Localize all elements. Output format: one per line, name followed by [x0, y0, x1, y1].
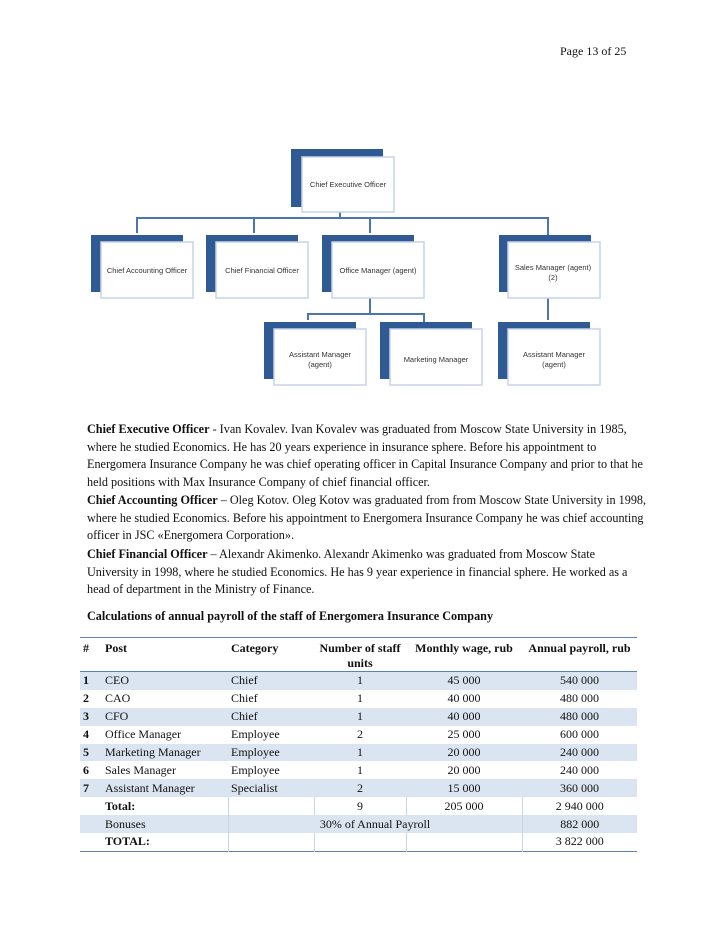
row-annual: 240 000 — [560, 762, 599, 777]
org-chart — [0, 0, 728, 400]
grand-total-row — [80, 833, 637, 851]
paragraph-cao-text: – Oleg Kotov. Oleg Kotov was graduated from from Moscow State University in 1998, where he studied Economics. Before his appointment to Energomera Insurance Company he was chief accounting officer in JSC «Energomera Corporation». — [87, 493, 647, 542]
table-row — [80, 761, 637, 779]
row-post: Office Manager — [105, 727, 182, 742]
row-post: Assistant Manager — [102, 779, 228, 797]
org-box-marketing-manager — [380, 322, 482, 385]
table-row — [80, 726, 637, 744]
row-annual: 540 000 — [522, 672, 637, 690]
table-row — [80, 708, 637, 726]
table-row — [80, 690, 637, 708]
row-category: Specialist — [228, 779, 314, 797]
row-category: Employee — [231, 762, 280, 777]
row-annual: 480 000 — [560, 691, 599, 706]
row-num: 2 — [83, 691, 89, 706]
row-post: CAO — [105, 691, 131, 706]
org-label-asst2-line1: Assistant Manager — [522, 350, 586, 359]
header-annual: Annual payroll, rub — [528, 641, 631, 655]
row-category: Chief — [228, 672, 314, 690]
row-num: 3 — [80, 708, 102, 726]
paragraph-cfo-text: – Alexandr Akimenko. Alexandr Akimenko was graduated from Moscow State University in 1998, where he studied Economics. He has 9 year experience in financial sphere. He worked as a head of department in the Ministry of Finance. — [87, 547, 628, 596]
org-box-ceo — [291, 149, 394, 212]
org-label-asst1-line2: (agent) — [308, 360, 332, 369]
table-header-row — [80, 638, 637, 672]
row-num: 4 — [83, 727, 89, 742]
row-num: 5 — [80, 744, 102, 762]
org-label-ceo: Chief Executive Officer — [309, 180, 387, 189]
bonuses-row — [80, 815, 637, 833]
header-num: # — [83, 641, 89, 655]
row-annual: 360 000 — [522, 779, 637, 797]
row-category: Chief — [228, 708, 314, 726]
row-num: 7 — [80, 779, 102, 797]
page-number: Page 13 of 25 — [560, 44, 627, 58]
total-annual: 2 940 000 — [522, 797, 637, 815]
grand-total-label: TOTAL: — [105, 834, 150, 849]
org-label-cao: Chief Accounting Officer — [106, 266, 188, 275]
row-num: 1 — [80, 672, 102, 690]
total-units: 9 — [314, 797, 406, 815]
row-units: 2 — [314, 779, 406, 797]
row-units: 1 — [314, 672, 406, 690]
paragraph-cfo — [87, 546, 647, 599]
org-label-marketing: Marketing Manager — [403, 355, 469, 364]
row-post: Sales Manager — [105, 762, 176, 777]
row-category: Employee — [228, 744, 314, 762]
header-units: Number of staff units — [319, 641, 401, 670]
org-box-office-manager — [322, 235, 424, 298]
org-label-sales-line2: (2) — [548, 273, 558, 282]
paragraph-cao-title: Chief Accounting Officer — [87, 493, 218, 507]
payroll-table — [80, 637, 637, 852]
total-row — [80, 797, 637, 815]
header-category: Category — [231, 641, 279, 655]
table-heading: Calculations of annual payroll of the staff of Energomera Insurance Company — [87, 609, 494, 623]
org-label-asst1-line1: Assistant Manager — [288, 350, 352, 359]
table-row — [80, 672, 637, 690]
row-post: CFO — [102, 708, 228, 726]
row-annual: 480 000 — [522, 708, 637, 726]
org-box-assistant-manager-1 — [264, 322, 366, 385]
paragraph-cfo-title: Chief Financial Officer — [87, 547, 208, 561]
row-wage: 25 000 — [447, 727, 481, 742]
row-units: 2 — [357, 727, 363, 742]
row-category: Employee — [231, 727, 280, 742]
row-annual: 600 000 — [560, 727, 599, 742]
table-row — [80, 779, 637, 797]
org-label-asst2-line2: (agent) — [542, 360, 566, 369]
paragraph-cao — [87, 492, 647, 545]
org-box-assistant-manager-2 — [498, 322, 600, 385]
row-wage: 45 000 — [406, 672, 522, 690]
row-units: 1 — [357, 691, 363, 706]
row-units: 1 — [314, 708, 406, 726]
total-label: Total: — [105, 798, 136, 813]
row-post: CEO — [102, 672, 228, 690]
row-post: Marketing Manager — [102, 744, 228, 762]
row-wage: 40 000 — [406, 708, 522, 726]
paragraph-ceo-title: Chief Executive Officer — [87, 422, 210, 436]
bonuses-label: Bonuses — [102, 815, 228, 833]
header-post: Post — [105, 641, 127, 655]
row-wage: 15 000 — [406, 779, 522, 797]
org-label-cfo: Chief Financial Officer — [225, 266, 299, 275]
row-wage: 40 000 — [447, 691, 481, 706]
row-wage: 20 000 — [447, 762, 481, 777]
row-units: 1 — [314, 744, 406, 762]
bonuses-annual: 882 000 — [522, 815, 637, 833]
org-box-sales-manager — [499, 235, 600, 298]
row-num: 6 — [83, 762, 89, 777]
org-box-cfo — [206, 235, 308, 298]
org-box-cao — [91, 235, 193, 298]
row-category: Chief — [231, 691, 258, 706]
paragraph-ceo — [87, 421, 647, 491]
paragraph-ceo-text: - Ivan Kovalev. Ivan Kovalev was graduated from Moscow State University in 1985, where he studied Economics. He has 20 years experience in insurance sphere. Before his appointment to Energomera Insurance Company he was chief operating officer in Capital Insurance Company and prior to that he held positions with Max Insurance Company of chief financial officer. — [87, 422, 643, 489]
header-wage: Monthly wage, rub — [415, 641, 513, 655]
grand-total-annual: 3 822 000 — [522, 833, 637, 851]
total-wage: 205 000 — [406, 797, 522, 815]
row-units: 1 — [357, 762, 363, 777]
row-wage: 20 000 — [406, 744, 522, 762]
table-row — [80, 744, 637, 762]
bonuses-note: 30% of Annual Payroll — [228, 815, 522, 833]
row-annual: 240 000 — [522, 744, 637, 762]
org-label-office-manager: Office Manager (agent) — [339, 266, 417, 275]
org-label-sales-line1: Sales Manager (agent) — [514, 263, 592, 272]
